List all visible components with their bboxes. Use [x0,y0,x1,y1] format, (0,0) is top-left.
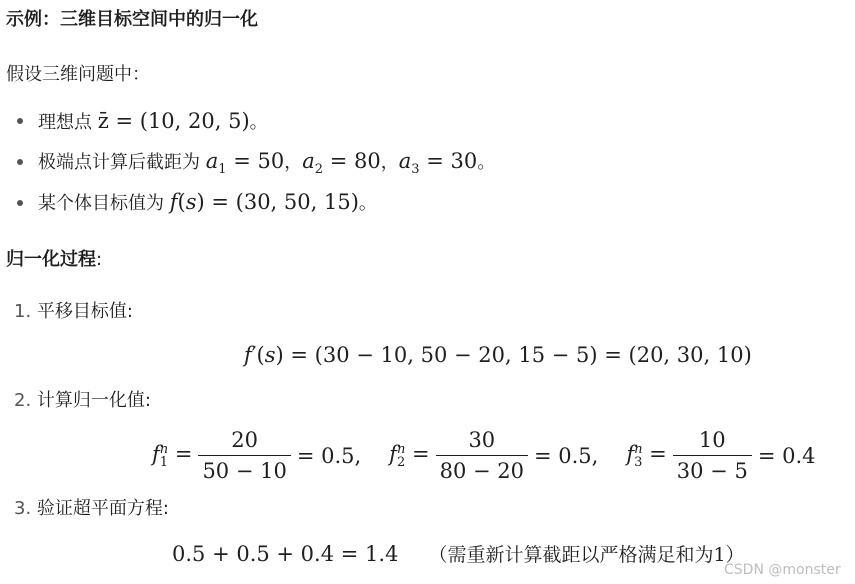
process-title: 归一化过程 [6,249,96,270]
bullet-label: 某个体目标值为 [38,193,164,214]
f3-fraction: $\frac{10}{30 - 5}$ [673,428,752,483]
bullet-dot [17,159,23,165]
intro-text: 假设三维问题中： [6,64,150,85]
f2-fraction: $\frac{30}{80 - 20}$ [436,428,528,483]
hyperplane-note: （需重新计算截距以严格满足和为1） [428,544,745,566]
bullet-end: 。 [249,112,268,133]
normalization-formulas: f n 1 = $\frac{20}{50 - 10}$ = 0.5, f n 2 = $\frac{30}{80 - 20}$ = 0.5, f n 3 = $\frac{10}{30 - 5}$ = 0.4 [152,428,816,483]
f2-normalized: f n 2 = [389,441,430,470]
bullet-dot [17,200,23,206]
f1-fraction: $\frac{20}{50 - 10}$ [198,428,290,483]
step-label: 验证超平面方程: [36,498,169,519]
hyperplane-formula: 0.5 + 0.5 + 0.4 = 1.4 （需重新计算截距以严格满足和为1） [172,542,745,566]
intercept-a3: $a_3 = 30$ [398,149,478,178]
step-2 [14,386,151,412]
intercept-a1: $a_1 = 50$ [205,149,285,178]
objective-math: f(s) = (30, 50, 15) [169,190,359,214]
f1-normalized: f n 1 = [152,441,193,470]
process-heading: 归一化过程: [6,249,103,270]
bullet-ideal-point [38,108,268,134]
step-label: 平移目标值: [36,301,133,322]
f3-normalized: f n 3 = [626,441,667,470]
ideal-point-math: z̄ = (10, 20, 5) [97,109,250,133]
step-number: 1. [14,301,32,322]
bullet-intercepts: 极端点计算后截距为 $a_1 = 50$，$a_2 = 80$，$a_3 = 30$。 [38,149,496,178]
step-1 [14,297,133,323]
translation-formula: f′(s) = (30 − 10, 50 − 20, 15 − 5) = (20, 30, 10) [244,343,752,367]
page-title: 示例：三维目标空间中的归一化 [6,9,258,30]
step-number: 2. [14,390,32,411]
step-label: 计算归一化值: [36,390,151,411]
intercept-a2: $a_2 = 80$ [302,149,381,178]
bullet-label: 极端点计算后截距为 [38,152,200,173]
step-number: 3. [14,498,32,519]
bullet-objective-value: 某个体目标值为 f(s) = (30, 50, 15)。 [38,190,377,214]
bullet-label: 理想点 [38,112,92,133]
watermark: CSDN @monster [724,562,841,578]
step-3 [14,494,169,520]
bullet-dot [17,118,23,124]
